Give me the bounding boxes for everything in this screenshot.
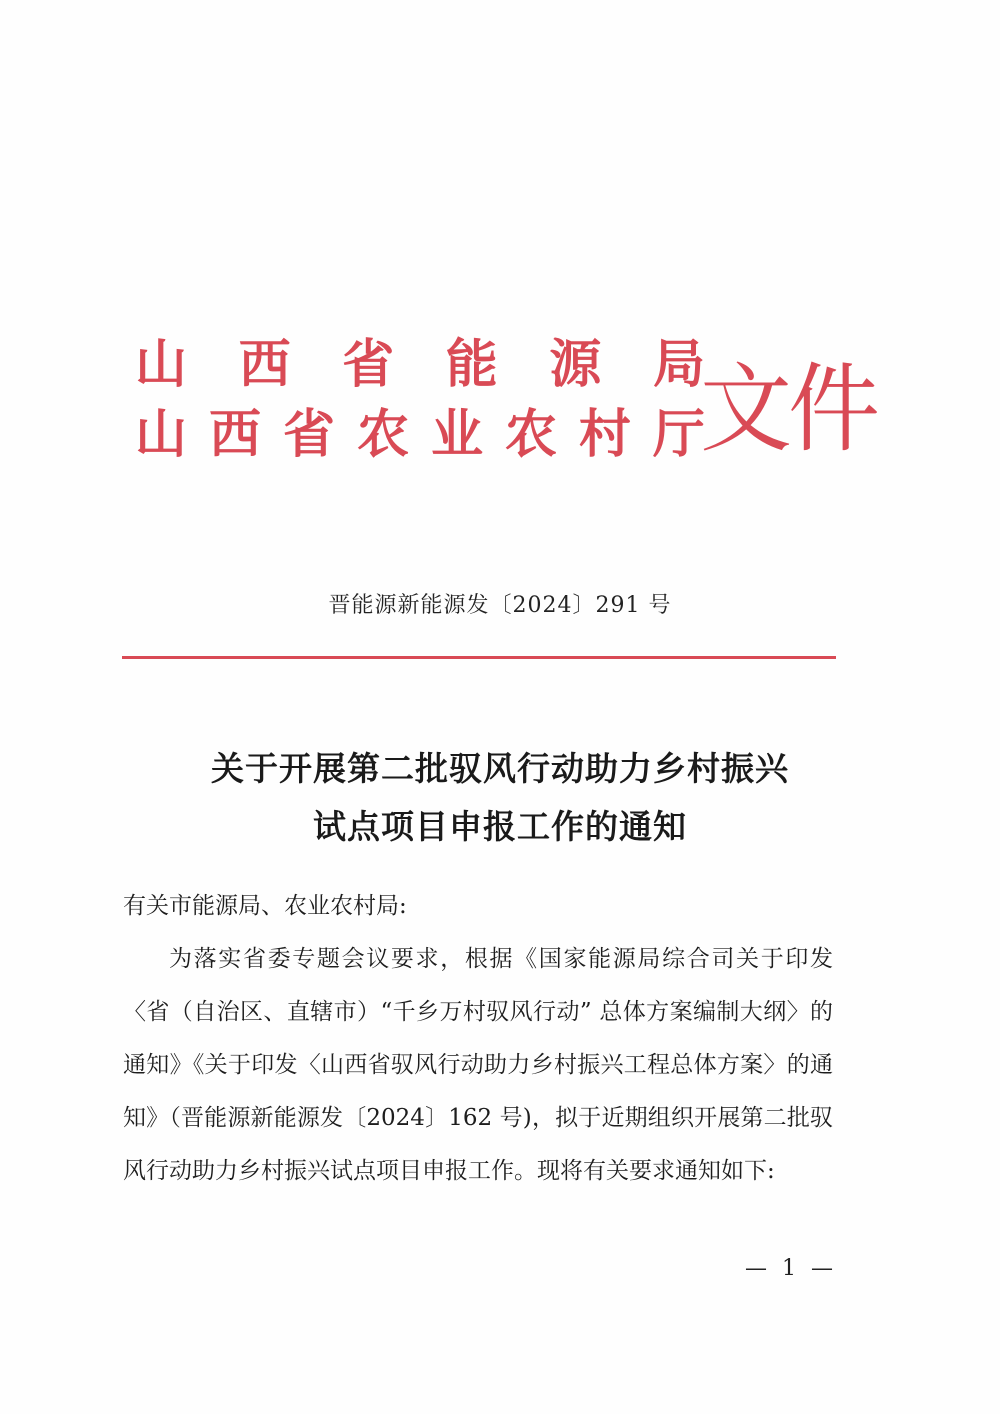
org-char: 厅	[652, 404, 705, 465]
org-char: 山	[135, 404, 188, 465]
org-char: 西	[238, 334, 291, 395]
title-line-1: 关于开展第二批驭风行动助力乡村振兴	[211, 749, 789, 788]
document-word-wenjian: 文件	[700, 353, 877, 466]
notice-body	[123, 880, 833, 1198]
org-line-agriculture-department	[135, 400, 705, 470]
org-char: 西	[208, 404, 261, 465]
issuing-organizations	[135, 330, 705, 470]
page-number: — 1 —	[745, 1256, 837, 1281]
red-separator-line	[122, 656, 836, 659]
org-char: 山	[135, 334, 188, 395]
title-line-2: 试点项目申报工作的通知	[313, 807, 687, 846]
addressee: 有关市能源局、农业农村局:	[123, 893, 407, 919]
org-char: 业	[430, 404, 483, 465]
org-char: 能	[445, 334, 498, 395]
org-char: 省	[342, 334, 395, 395]
org-char: 农	[356, 404, 409, 465]
org-line-energy-bureau	[135, 330, 705, 400]
org-char: 农	[504, 404, 557, 465]
org-char: 源	[549, 334, 602, 395]
org-char: 村	[578, 404, 631, 465]
notice-title	[0, 740, 1000, 856]
org-char: 省	[282, 404, 335, 465]
org-char: 局	[652, 334, 705, 395]
document-number: 晋能源新能源发〔2024〕291 号	[328, 593, 672, 618]
body-paragraph: 为落实省委专题会议要求，根据《国家能源局综合司关于印发〈省（自治区、直辖市）“千乡万村驭风行动” 总体方案编制大纲〉的通知》《关于印发〈山西省驭风行动助力乡村振兴工程总体方案〉的通知》（晋能源新能源发〔2024〕162 号)，拟于近期组织开展第二批驭风行动助力乡村振兴试点项目申报工作。现将有关要求通知如下:	[123, 946, 833, 1184]
